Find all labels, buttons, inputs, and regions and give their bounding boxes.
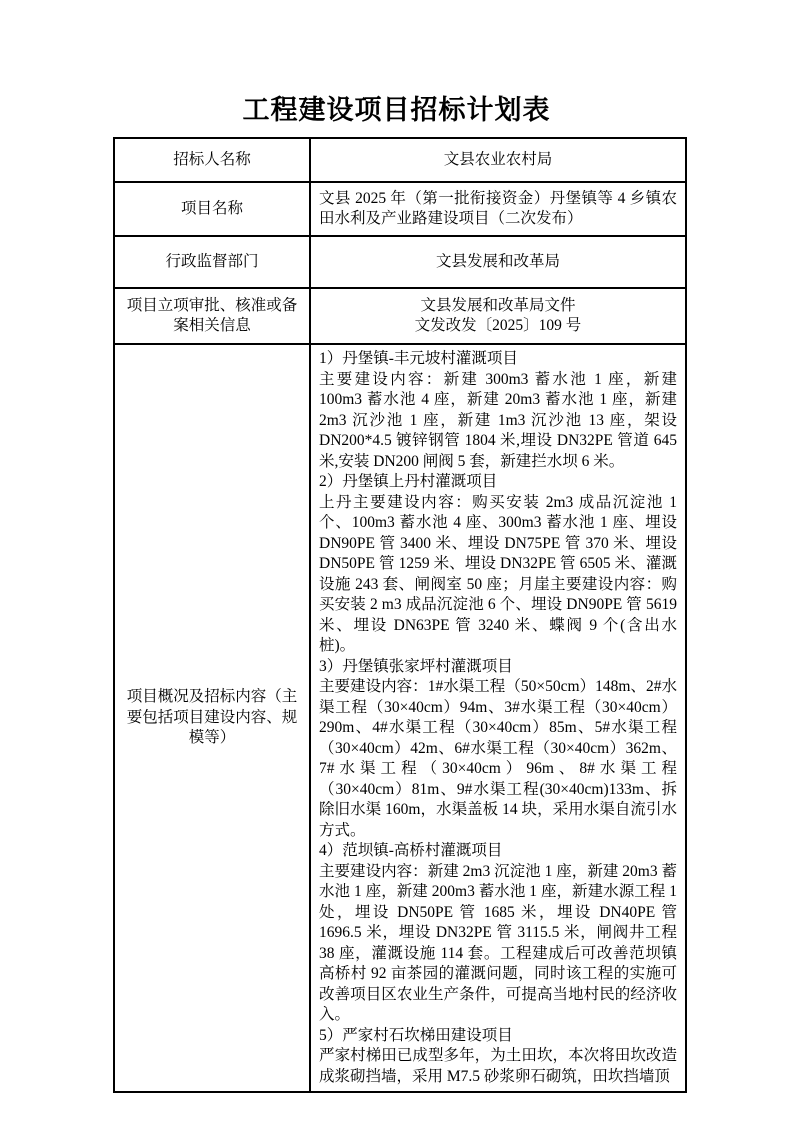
- overview-item-3-content: 主要建设内容：1#水渠工程（50×50cm）148m、2#水渠工程（30×40cm）94m、3#水渠工程（30×40cm）290m、4#水渠工程（30×40cm）85m、5#水渠工程（30×40cm）42m、6#水渠工程（30×40cm）362m、7#水渠工程（30×40cm）96m、8#水渠工程（30×40cm）81m、9#水渠工程(30×40cm)133m、拆除旧水渠 160m，水渠盖板 14 块，采用水渠自流引水方式。: [319, 678, 677, 839]
- regulator-label: 行政监督部门: [114, 236, 310, 288]
- approval-info-label: 项目立项审批、核准或备案相关信息: [114, 288, 310, 344]
- overview-item-5-title: 5）严家村石坎梯田建设项目: [319, 1026, 513, 1044]
- table-row-tenderer: [114, 138, 686, 182]
- table-row-project-name: [114, 182, 686, 236]
- table-row-project-overview: [114, 344, 686, 1092]
- overview-item-2-title: 2）丹堡镇上丹村灌溉项目: [319, 473, 498, 490]
- overview-item-3-title: 3）丹堡镇张家坪村灌溉项目: [319, 657, 513, 675]
- table-row-regulator: [114, 236, 686, 288]
- overview-item-5-content: 严家村梯田已成型多年，为土田坎，本次将田坎改造成浆砌挡墙，采用 M7.5 砂浆卵石砌筑，田坎挡墙顶: [319, 1047, 677, 1085]
- overview-item-1-content: 主要建设内容：新建 300m3 蓄水池 1 座，新建 100m3 蓄水池 4 座，新建 20m3 蓄水池 1 座，新建 2m3 沉沙池 1 座，新建 1m3 沉沙池 13 座，架设 DN200*4.5 镀锌钢管 1804 米,埋设 DN32PE 管道 645 米,安装 DN200 闸阀 5 套，新建拦水坝 6 米。: [319, 370, 677, 470]
- overview-item-2-content: 上丹主要建设内容：购买安装 2m3 成品沉淀池 1 个、100m3 蓄水池 4 座、300m3 蓄水池 1 座、埋设 DN90PE 管 3400 米、埋设 DN75PE 管 370 米、埋设 DN50PE 管 1259 米、埋设 DN32PE 管 6505 米、灌溉设施 243 套、闸阀室 50 座；月崖主要建设内容：购买安装 2 m3 成品沉淀池 6 个、埋设 DN90PE 管 5619 米、埋设 DN63PE 管 3240 米、蝶阀 9 个(含出水桩)。: [319, 493, 677, 654]
- tenderer-label: 招标人名称: [114, 138, 310, 182]
- project-overview-label: 项目概况及招标内容（主要包括项目建设内容、规模等）: [114, 344, 310, 1092]
- bid-plan-table: [113, 137, 687, 1093]
- approval-doc-number: 文发改发〔2025〕109 号: [414, 317, 582, 334]
- overview-item-4-title: 4）范坝镇-高桥村灌溉项目: [319, 842, 503, 859]
- approval-doc-issuer: 文县发展和改革局文件: [420, 296, 576, 314]
- tenderer-value: 文县农业农村局: [310, 138, 686, 182]
- project-name-label: 项目名称: [114, 182, 310, 236]
- project-overview-value: [310, 344, 686, 1092]
- table-row-approval-info: [114, 288, 686, 344]
- overview-item-1-title: 1）丹堡镇-丰元坡村灌溉项目: [319, 350, 518, 367]
- page-title: 工程建设项目招标计划表: [242, 95, 551, 125]
- regulator-value: 文县发展和改革局: [310, 236, 686, 288]
- project-name-value: 文县 2025 年（第一批衔接资金）丹堡镇等 4 乡镇农田水利及产业路建设项目（二次发布）: [310, 182, 686, 236]
- overview-item-4-content: 主要建设内容：新建 2m3 沉淀池 1 座，新建 20m3 蓄水池 1 座，新建 200m3 蓄水池 1 座，新建水源工程 1 处，埋设 DN50PE 管 1685 米，埋设 DN40PE 管 1696.5 米，埋设 DN32PE 管 3115.5 米，闸阀井工程 38 座，灌溉设施 114 套。工程建成后可改善范坝镇高桥村 92 亩茶园的灌溉问题，同时该工程的实施可改善项目区农业生产条件，可提高当地村民的经济收入。: [319, 862, 677, 1023]
- approval-info-value: [310, 288, 686, 344]
